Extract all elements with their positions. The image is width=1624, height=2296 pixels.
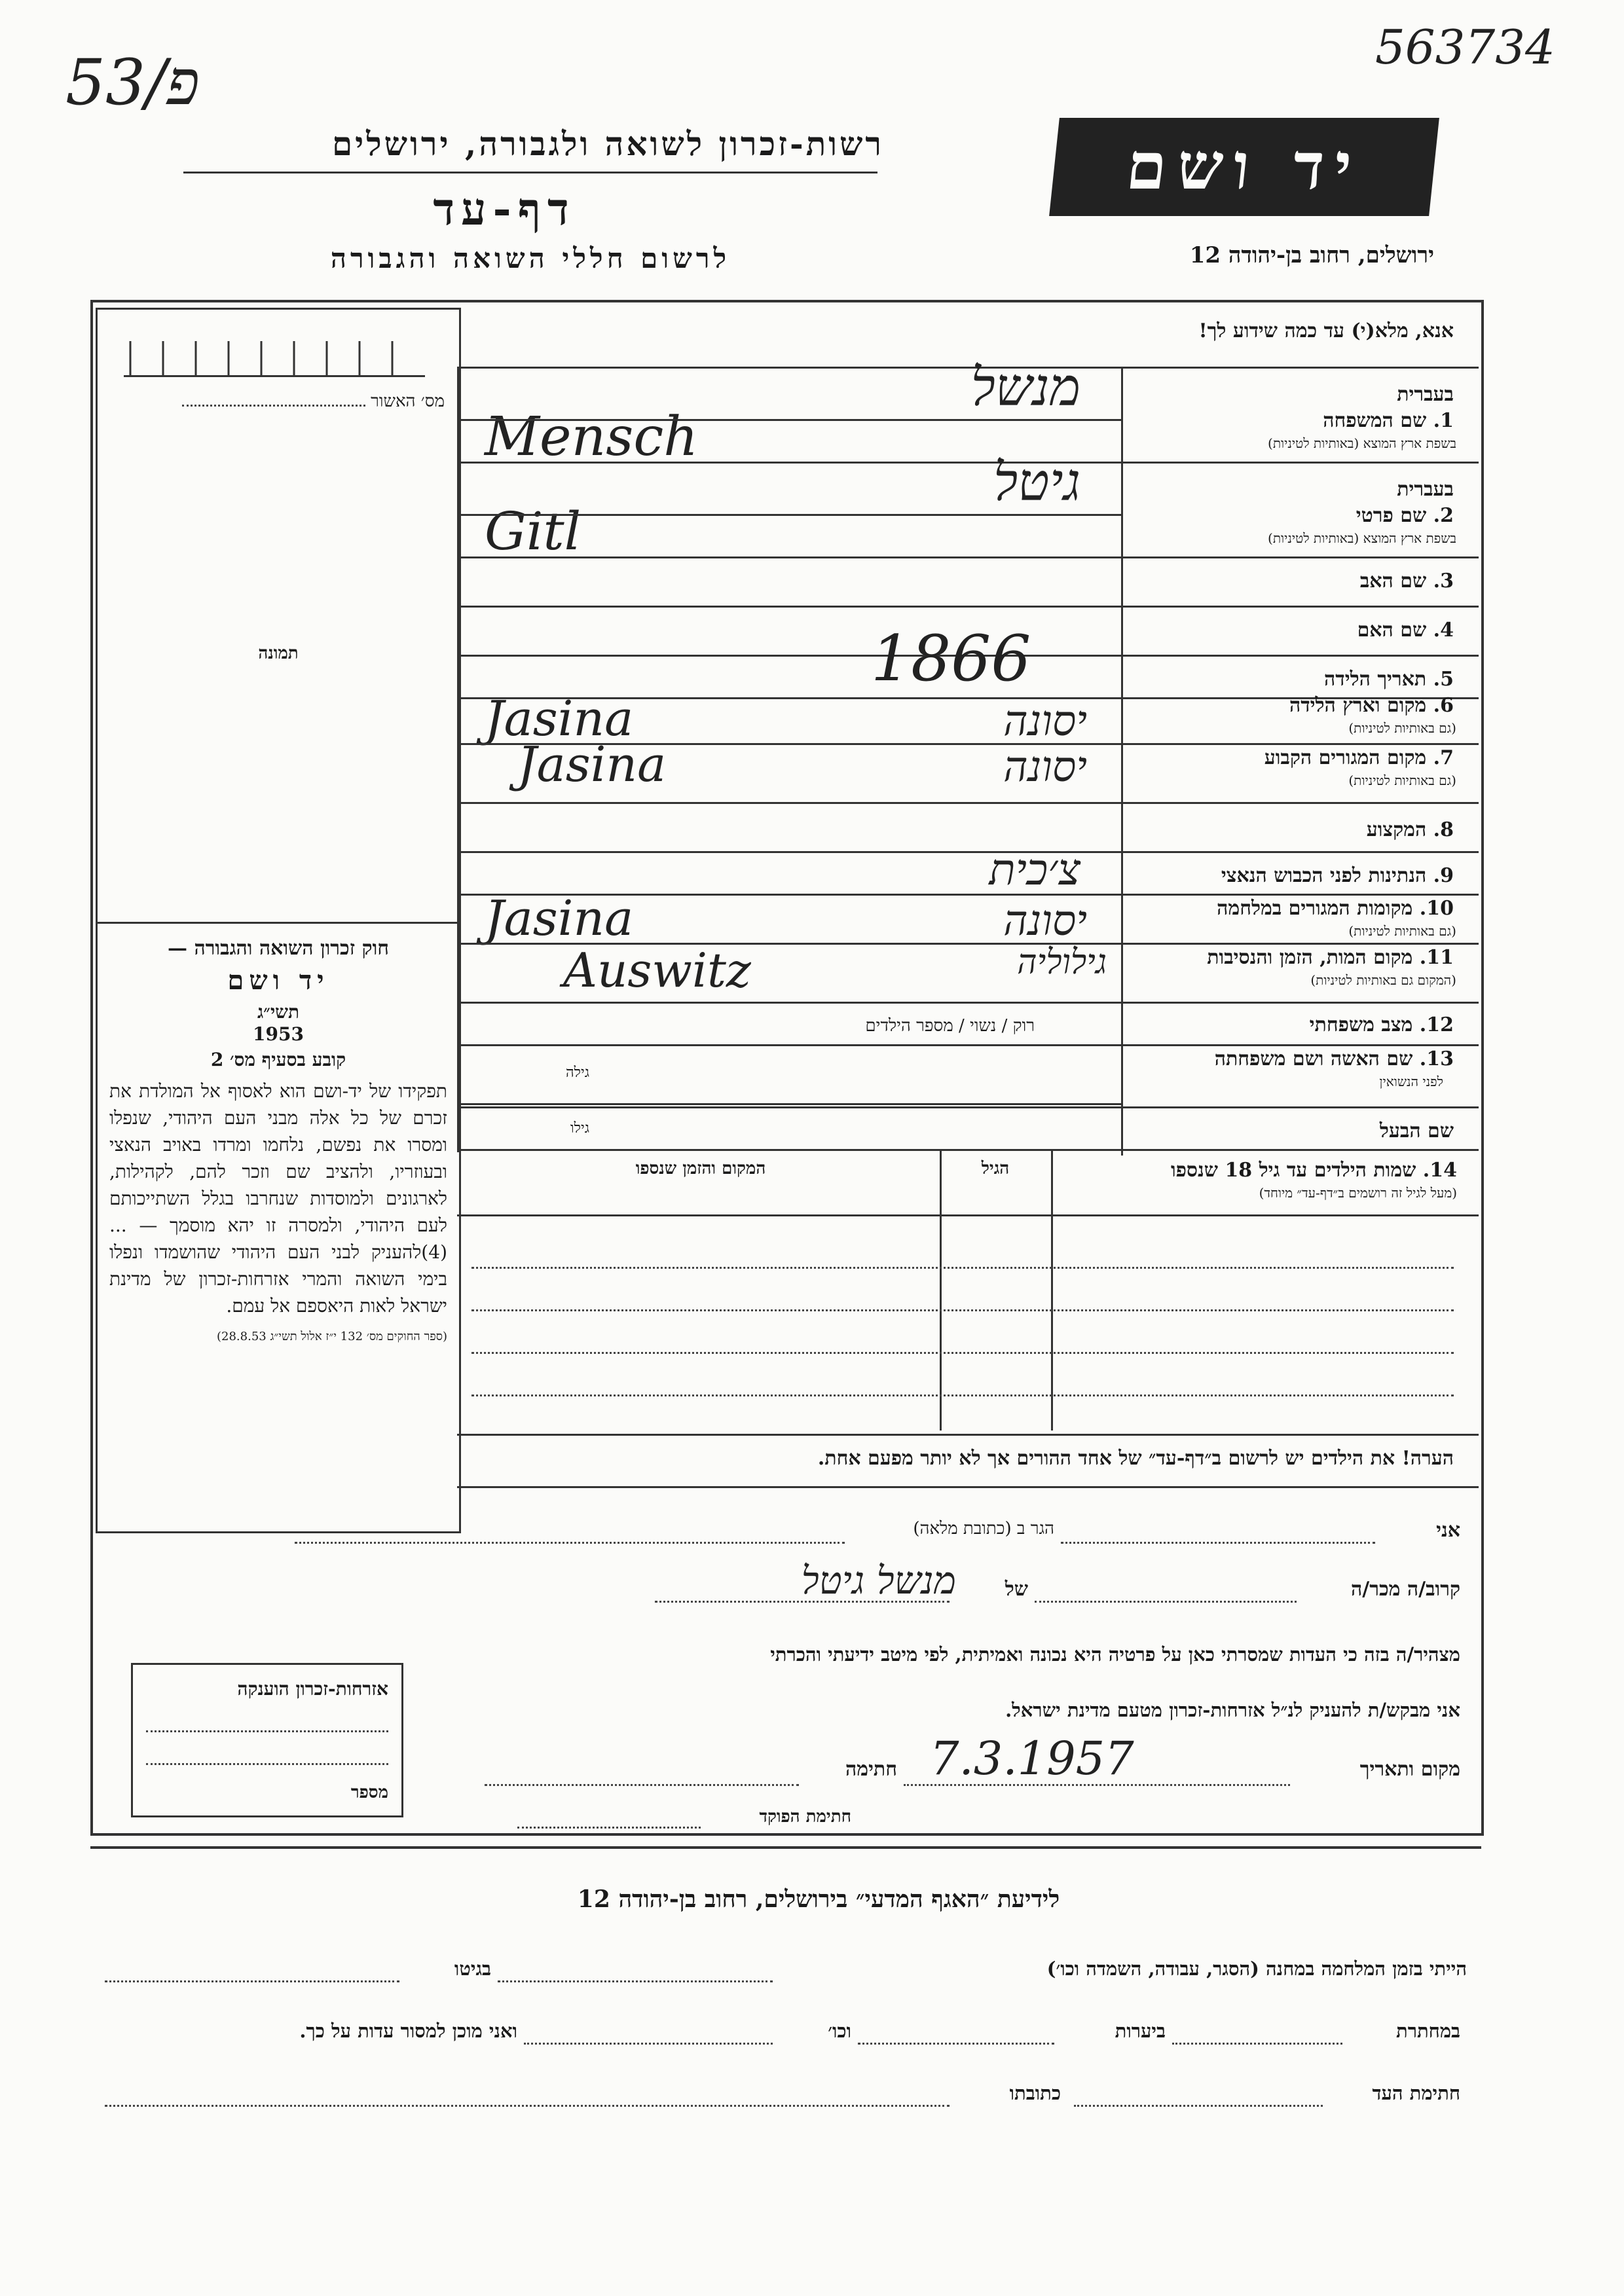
law-year-heb: תשי״ג — [257, 1001, 300, 1023]
rule-13 — [457, 1106, 1479, 1108]
yad-vashem-logo — [1049, 118, 1439, 216]
field-sub-7: (גם באותיות לטיניות) — [1348, 773, 1456, 788]
children-sub: (מעל לגיל זה רושמים ב״דף-עד״ מיוחד) — [1259, 1185, 1457, 1201]
field-sub-11: (המקום גם באותיות לטיניות) — [1310, 972, 1456, 988]
ghetto-label: בגיטו — [454, 1958, 491, 1980]
decl-resides-label: הגר ב (כתובת מלאה) — [913, 1519, 1054, 1539]
value-2-latin[interactable]: Gitl — [485, 501, 581, 562]
law-box — [98, 922, 459, 1533]
field-label-11: 11. מקום המות, הזמן והנסיבות — [1207, 946, 1454, 969]
decl-address-field[interactable] — [295, 1542, 845, 1544]
officer-field[interactable] — [517, 1827, 701, 1829]
value-11-place[interactable]: Auswitz — [563, 943, 751, 998]
law-clause: קובע בסעיף מס׳ 2 — [210, 1049, 346, 1070]
logo-text: יד ושם — [1122, 129, 1366, 204]
witness-signature-label: חתימת העד — [1372, 2082, 1460, 2104]
field-label-2: 2. שם פרטי — [1356, 504, 1454, 527]
bottom-title: לידיעת ״האגף המדעי״ בירושלים, רחוב בן-יהודה 12 — [577, 1886, 1060, 1913]
org-address: ירושלים, רחוב בן-יהודה 12 — [1189, 242, 1434, 268]
form-subtitle: לרשום חללי השואה והגבורה — [330, 242, 731, 274]
law-title-2: יד ושם — [227, 965, 329, 996]
value-5[interactable]: 1866 — [871, 622, 1031, 695]
field-label-8: 8. המקצוע — [1366, 818, 1454, 841]
decl-of-value[interactable]: מנשל גיטל — [801, 1558, 956, 1603]
camp-field[interactable] — [498, 1980, 773, 1982]
certificate-box — [131, 1663, 403, 1817]
field-label-9: 9. הנתינות לפני הכבוש הנאצי — [1221, 864, 1454, 887]
value-area-left-border — [457, 367, 459, 1152]
org-underline — [183, 172, 877, 173]
children-col-place: המקום והזמן שנספו — [635, 1159, 766, 1178]
cert-title: אזרחות-זכרון הוענקה — [237, 1678, 388, 1700]
law-title: חוק זכרון השואה והגבורה — — [168, 937, 389, 960]
decl-relative-label: קרוב/ה מכר/ה — [1351, 1578, 1460, 1601]
decl-statement-1: מצהיר/ה בזה כי העדות שמסרתי כאן על פרטיה היא נכונה ואמיתית, לפי מיטב ידיעתי והכרתי — [770, 1643, 1460, 1666]
approval-field[interactable] — [182, 405, 365, 407]
husband-label: שם הבעל — [1379, 1120, 1454, 1142]
value-9[interactable]: צ׳כית — [989, 845, 1080, 895]
cert-line-1 — [146, 1730, 388, 1732]
child-row-3[interactable] — [471, 1352, 1454, 1354]
field-sub-6: (גם באותיות לטיניות) — [1348, 720, 1456, 736]
value-1-hebrew[interactable]: מנשל — [970, 357, 1080, 418]
form-title: דף-עד — [433, 183, 576, 236]
field-label-3: 3. שם האב — [1359, 570, 1454, 592]
decl-i-label: אני — [1436, 1519, 1460, 1542]
field-label-12: 12. מצב משפחתי — [1309, 1013, 1454, 1036]
value-7-hebrew[interactable]: יסונה — [1003, 743, 1087, 792]
value-7-latin[interactable]: Jasina — [517, 737, 667, 793]
remark-rule — [457, 1486, 1479, 1488]
value-11-detail[interactable]: גילוליה — [1017, 943, 1107, 982]
children-col-age: הגיל — [981, 1159, 1010, 1178]
approval-label: מס׳ האשור — [371, 392, 445, 411]
value-10-hebrew[interactable]: יסונה — [1003, 897, 1087, 945]
forest-field[interactable] — [858, 2043, 1054, 2045]
underground-field[interactable] — [1172, 2043, 1342, 2045]
field-label-13: 13. שם האשה ושם משפחתה — [1214, 1048, 1454, 1070]
ghetto-field[interactable] — [105, 1980, 399, 1982]
children-divider-1 — [940, 1149, 942, 1430]
field-sub-1: בשפת ארץ המוצא (באותיות לטיניות) — [1268, 435, 1456, 451]
child-row-1[interactable] — [471, 1267, 1454, 1269]
left-column — [96, 308, 461, 1533]
place-date-value[interactable]: 7.3.1957 — [930, 1732, 1134, 1785]
cert-number-label: מספר — [350, 1783, 388, 1802]
labels-column-border — [1121, 367, 1123, 1156]
decl-relation-field[interactable] — [1035, 1601, 1297, 1603]
approval-ticks — [124, 336, 425, 377]
decl-name-field[interactable] — [1061, 1542, 1375, 1544]
place-date-field — [904, 1784, 1290, 1786]
officer-label: חתימת הפוקד — [759, 1807, 851, 1827]
children-bottom-rule — [457, 1434, 1479, 1436]
value-6-hebrew[interactable]: יסונה — [1003, 697, 1087, 746]
org-line: רשות-זכרון לשואה ולגבורה, ירושלים — [331, 124, 884, 163]
bottom-line-1: הייתי בזמן המלחמה במחנה (הסגר, עבודה, השמדה וכו׳) — [1046, 1958, 1467, 1980]
rule-14-top — [457, 1149, 1479, 1151]
underground-label: במחתרת — [1396, 2020, 1460, 2042]
cert-line-2 — [146, 1763, 388, 1765]
field-label-10: 10. מקומות המגורים במלחמה — [1217, 897, 1454, 920]
children-divider-2 — [1051, 1149, 1053, 1430]
remark: הערה! את הילדים יש לרשום ב״דף-עד״ של אחד ההורים אך לא יותר מפעם אחת. — [817, 1447, 1454, 1470]
signature-label: חתימה — [845, 1758, 897, 1781]
rule-12 — [457, 1044, 1479, 1046]
rule-7 — [457, 802, 1479, 804]
witness-address-label: כתובתו — [1009, 2082, 1061, 2104]
place-date-label: מקום ותאריך — [1359, 1758, 1460, 1781]
archive-number: 563734 — [1375, 20, 1555, 75]
value-2-hebrew[interactable]: גיטל — [993, 452, 1080, 513]
field-sub-2: בשפת ארץ המוצא (באותיות לטיניות) — [1268, 530, 1456, 546]
rule-13a — [457, 1103, 1121, 1105]
in-hebrew-2: בעברית — [1397, 478, 1454, 501]
law-year: 1953 — [253, 1023, 304, 1045]
law-body: תפקידו של יד-ושם הוא לאסוף אל המולדת את זכרם של כל אלה מבני העם היהודי, שנפלו ומסרו את נפשם, נלחמו ומרדו באויב הנאצי ובעוזריו, ולהציב שם וזכר להם, לקהילות, לארגונים ולמוסדות שנחרבו בגלל השתייכותם לעם היהודי, ולמסרה זו יהא מוסמך — ...(4)להעניק לבני העם היהודי שהושמדו ונפלו בימי השואה והמרי אזרחות-זכרון של מדינת ישראל לאות היאספם אל עמם. — [109, 1080, 447, 1317]
child-row-4[interactable] — [471, 1394, 1454, 1396]
testimony-statement: ואני מוכן למסור עדות על כך. — [299, 2020, 517, 2042]
field-label-5: 5. תאריך הלידה — [1324, 668, 1454, 691]
rule-3 — [457, 606, 1479, 608]
witness-address-field[interactable] — [105, 2105, 950, 2107]
value-6-latin[interactable]: Jasina — [485, 691, 634, 747]
age-label: גילה — [566, 1065, 589, 1081]
field-sub-10: (גם באותיות לטיניות) — [1348, 923, 1456, 939]
photo-label: תמונה — [258, 644, 299, 663]
marital-options: רוק / נשוי / מספר הילדים — [865, 1016, 1035, 1036]
child-row-2[interactable] — [471, 1309, 1454, 1311]
forest-label: ביערות — [1115, 2020, 1166, 2042]
bottom-divider — [90, 1846, 1481, 1849]
age-label-2: גילו — [570, 1120, 589, 1137]
rule-11 — [457, 1002, 1479, 1004]
value-1-latin[interactable]: Mensch — [485, 406, 699, 468]
field-label-7: 7. מקום המגורים הקבוע — [1264, 746, 1454, 769]
field-label-6: 6. מקום וארץ הלידה — [1289, 694, 1454, 717]
rule-2b — [457, 556, 1479, 558]
instruction: אנא, מלא(י) עד כמה שידוע לך! — [1198, 319, 1454, 342]
law-footnote: (ספר החוקים מס׳ 132 י״ז אלול תשי״ג 28.8.53) — [216, 1330, 447, 1343]
children-label: 14. שמות הילדים עד גיל 18 שנספו — [1170, 1159, 1457, 1182]
signature-field[interactable] — [485, 1784, 799, 1786]
field-label-1: 1. שם המשפחה — [1323, 409, 1454, 432]
decl-statement-2: אני מבקש/ת להעניק לנ״ל אזרחות-זכרון מטעם מדינת ישראל. — [1005, 1699, 1460, 1721]
file-number: 53/פ — [65, 46, 200, 119]
rule-1a — [457, 419, 1121, 421]
field-label-4: 4. שם האם — [1357, 619, 1454, 642]
children-header-rule — [457, 1214, 1479, 1216]
approval-number-row — [111, 392, 445, 411]
rule-2a — [457, 514, 1121, 516]
value-10-latin[interactable]: Jasina — [485, 890, 634, 947]
decl-of-field — [655, 1601, 950, 1603]
etc-field[interactable] — [524, 2043, 773, 2045]
in-hebrew-1: בעברית — [1397, 383, 1454, 406]
etc-label: וכו׳ — [828, 2020, 851, 2042]
field-sub-13: לפני הנשואין — [1379, 1074, 1443, 1089]
decl-of-label: של — [1005, 1578, 1028, 1601]
witness-signature-field[interactable] — [1074, 2105, 1323, 2107]
